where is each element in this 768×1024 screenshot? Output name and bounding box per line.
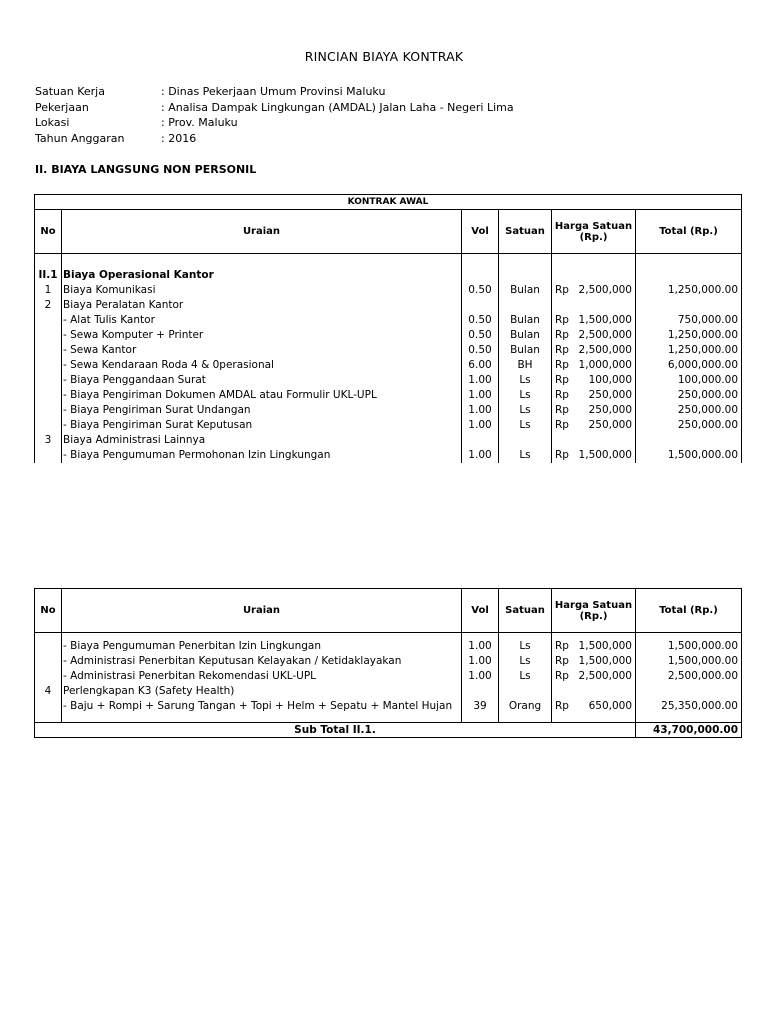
cell-satuan: Bulan — [499, 343, 552, 358]
table-body-page-2 — [35, 633, 742, 723]
cell-uraian: - Biaya Pengumuman Permohonan Izin Lingkungan — [62, 448, 462, 463]
cell-total: 250,000.00 — [636, 388, 742, 403]
currency-label: Rp — [555, 389, 569, 401]
currency-label: Rp — [555, 329, 569, 341]
cell-satuan: BH — [499, 358, 552, 373]
currency-label: Rp — [555, 284, 569, 296]
cell-vol — [462, 298, 499, 313]
info-value: : Dinas Pekerjaan Umum Provinsi Maluku — [161, 85, 386, 98]
table-row — [35, 403, 742, 418]
table-row — [35, 699, 742, 714]
cell-uraian: Biaya Komunikasi — [62, 283, 462, 298]
currency-label: Rp — [555, 655, 569, 667]
cell-total: 6,000,000.00 — [636, 358, 742, 373]
cell-no: 4 — [35, 684, 62, 699]
cell-harga-satuan — [552, 358, 636, 373]
cost-table-page-1 — [34, 194, 742, 463]
cell-uraian: - Baju + Rompi + Sarung Tangan + Topi + Helm + Sepatu + Mantel Hujan — [62, 699, 462, 714]
cell-uraian: Biaya Operasional Kantor — [62, 268, 462, 283]
cell-harga-satuan — [552, 373, 636, 388]
cell-satuan: Ls — [499, 669, 552, 684]
cell-total: 250,000.00 — [636, 418, 742, 433]
cell-total: 1,250,000.00 — [636, 343, 742, 358]
cell-total: 1,250,000.00 — [636, 328, 742, 343]
cell-uraian: - Sewa Kendaraan Roda 4 & 0perasional — [62, 358, 462, 373]
cell-uraian: - Biaya Pengiriman Surat Undangan — [62, 403, 462, 418]
section-title: II. BIAYA LANGSUNG NON PERSONIL — [35, 163, 257, 176]
subtotal-row — [35, 723, 742, 738]
table-row — [35, 313, 742, 328]
table-row — [35, 343, 742, 358]
cell-total — [636, 298, 742, 313]
cell-harga-satuan — [552, 268, 636, 283]
cell-total — [636, 433, 742, 448]
subtotal-value: 43,700,000.00 — [636, 723, 742, 738]
cell-vol: 1.00 — [462, 373, 499, 388]
header-total: Total (Rp.) — [636, 589, 742, 633]
harga-value: 1,500,000 — [578, 449, 632, 461]
table-row — [35, 283, 742, 298]
cell-vol: 0.50 — [462, 283, 499, 298]
harga-value: 1,500,000 — [578, 314, 632, 326]
header-uraian: Uraian — [62, 589, 462, 633]
harga-value: 2,500,000 — [578, 670, 632, 682]
table-row — [35, 373, 742, 388]
cell-harga-satuan — [552, 699, 636, 714]
cell-harga-satuan — [552, 448, 636, 463]
cell-total: 1,500,000.00 — [636, 448, 742, 463]
cell-satuan: Ls — [499, 639, 552, 654]
info-row-tahun-anggaran — [35, 131, 514, 147]
cell-vol: 1.00 — [462, 654, 499, 669]
cell-vol: 1.00 — [462, 403, 499, 418]
cell-satuan — [499, 298, 552, 313]
cell-vol — [462, 684, 499, 699]
cell-satuan: Ls — [499, 418, 552, 433]
cell-no: 2 — [35, 298, 62, 313]
cell-uraian: - Sewa Komputer + Printer — [62, 328, 462, 343]
header-no: No — [35, 210, 62, 254]
info-row-lokasi — [35, 115, 514, 131]
cell-harga-satuan — [552, 418, 636, 433]
cell-no: 3 — [35, 433, 62, 448]
info-label: Satuan Kerja — [35, 85, 105, 98]
cell-satuan — [499, 433, 552, 448]
cell-no — [35, 373, 62, 388]
currency-label: Rp — [555, 419, 569, 431]
info-value: : 2016 — [161, 131, 197, 145]
header-vol: Vol — [462, 210, 499, 254]
cell-satuan — [499, 268, 552, 283]
cell-no — [35, 418, 62, 433]
cell-uraian: - Biaya Pengiriman Surat Keputusan — [62, 418, 462, 433]
table-row — [35, 654, 742, 669]
harga-value: 250,000 — [588, 404, 632, 416]
cell-total: 25,350,000.00 — [636, 699, 742, 714]
table-row — [35, 298, 742, 313]
info-row-satuan-kerja — [35, 84, 514, 100]
cell-satuan: Ls — [499, 403, 552, 418]
table-row — [35, 388, 742, 403]
table-row — [35, 358, 742, 373]
cell-harga-satuan — [552, 283, 636, 298]
table-row — [35, 433, 742, 448]
cell-harga-satuan — [552, 684, 636, 699]
table-row — [35, 328, 742, 343]
cell-harga-satuan — [552, 328, 636, 343]
info-row-pekerjaan — [35, 100, 514, 116]
table-body-page-1 — [35, 254, 742, 464]
currency-label: Rp — [555, 449, 569, 461]
cell-harga-satuan — [552, 388, 636, 403]
cell-total: 1,500,000.00 — [636, 639, 742, 654]
cell-vol: 0.50 — [462, 343, 499, 358]
cell-no — [35, 448, 62, 463]
info-label: Tahun Anggaran — [35, 131, 125, 145]
cell-vol — [462, 268, 499, 283]
cell-harga-satuan — [552, 639, 636, 654]
cell-total: 2,500,000.00 — [636, 669, 742, 684]
cell-total: 1,500,000.00 — [636, 654, 742, 669]
cell-harga-satuan — [552, 669, 636, 684]
project-info — [35, 84, 514, 146]
group-header: KONTRAK AWAL — [35, 195, 742, 210]
harga-value: 250,000 — [588, 419, 632, 431]
cell-vol: 39 — [462, 699, 499, 714]
cell-uraian: Biaya Administrasi Lainnya — [62, 433, 462, 448]
currency-label: Rp — [555, 404, 569, 416]
cell-vol: 1.00 — [462, 639, 499, 654]
cell-uraian: - Alat Tulis Kantor — [62, 313, 462, 328]
harga-value: 100,000 — [588, 374, 632, 386]
cell-no: 1 — [35, 283, 62, 298]
table-row — [35, 448, 742, 463]
cell-no — [35, 328, 62, 343]
harga-value: 1,500,000 — [578, 640, 632, 652]
cell-satuan: Bulan — [499, 283, 552, 298]
cell-no — [35, 403, 62, 418]
header-total: Total (Rp.) — [636, 210, 742, 254]
currency-label: Rp — [555, 359, 569, 371]
cell-harga-satuan — [552, 298, 636, 313]
info-label: Pekerjaan — [35, 100, 89, 114]
cell-no: II.1 — [35, 268, 62, 283]
spacer-row — [35, 254, 742, 269]
cell-total: 100,000.00 — [636, 373, 742, 388]
cell-vol: 0.50 — [462, 328, 499, 343]
cell-total — [636, 684, 742, 699]
cell-total: 1,250,000.00 — [636, 283, 742, 298]
cell-harga-satuan — [552, 343, 636, 358]
harga-value: 1,500,000 — [578, 655, 632, 667]
table-row — [35, 639, 742, 654]
table-row — [35, 669, 742, 684]
subtotal-label: Sub Total II.1. — [35, 723, 636, 738]
cell-harga-satuan — [552, 654, 636, 669]
cell-vol: 0.50 — [462, 313, 499, 328]
harga-value: 250,000 — [588, 389, 632, 401]
cell-no — [35, 699, 62, 714]
cell-satuan: Bulan — [499, 328, 552, 343]
header-satuan: Satuan — [499, 210, 552, 254]
cell-no — [35, 388, 62, 403]
cell-uraian: - Biaya Pengumuman Penerbitan Izin Lingkungan — [62, 639, 462, 654]
currency-label: Rp — [555, 344, 569, 356]
table-row — [35, 418, 742, 433]
harga-value: 2,500,000 — [578, 329, 632, 341]
currency-label: Rp — [555, 374, 569, 386]
header-satuan: Satuan — [499, 589, 552, 633]
cell-uraian: Perlengkapan K3 (Safety Health) — [62, 684, 462, 699]
harga-value: 1,000,000 — [578, 359, 632, 371]
cell-uraian: - Biaya Pengiriman Dokumen AMDAL atau Formulir UKL-UPL — [62, 388, 462, 403]
harga-value: 2,500,000 — [578, 344, 632, 356]
cell-no — [35, 358, 62, 373]
cell-uraian: - Sewa Kantor — [62, 343, 462, 358]
header-vol: Vol — [462, 589, 499, 633]
currency-label: Rp — [555, 314, 569, 326]
header-harga-satuan: Harga Satuan (Rp.) — [552, 210, 636, 254]
cell-satuan — [499, 684, 552, 699]
cell-no — [35, 669, 62, 684]
cell-no — [35, 654, 62, 669]
cell-no — [35, 639, 62, 654]
table-row — [35, 684, 742, 699]
cell-total: 750,000.00 — [636, 313, 742, 328]
header-no: No — [35, 589, 62, 633]
cell-vol — [462, 433, 499, 448]
table-row — [35, 268, 742, 283]
cell-vol: 6.00 — [462, 358, 499, 373]
info-label: Lokasi — [35, 116, 70, 129]
cell-total: 250,000.00 — [636, 403, 742, 418]
cell-no — [35, 313, 62, 328]
info-value: : Analisa Dampak Lingkungan (AMDAL) Jalan Laha - Negeri Lima — [161, 100, 514, 114]
cell-satuan: Ls — [499, 448, 552, 463]
cell-harga-satuan — [552, 403, 636, 418]
cell-vol: 1.00 — [462, 669, 499, 684]
header-harga-satuan: Harga Satuan (Rp.) — [552, 589, 636, 633]
document-title: RINCIAN BIAYA KONTRAK — [304, 49, 464, 64]
cost-table-page-2 — [34, 588, 742, 738]
cell-uraian: - Administrasi Penerbitan Rekomendasi UKL-UPL — [62, 669, 462, 684]
header-uraian: Uraian — [62, 210, 462, 254]
cell-uraian: - Biaya Penggandaan Surat — [62, 373, 462, 388]
cell-harga-satuan — [552, 313, 636, 328]
cell-total — [636, 268, 742, 283]
currency-label: Rp — [555, 640, 569, 652]
cell-uraian: - Administrasi Penerbitan Keputusan Kelayakan / Ketidaklayakan — [62, 654, 462, 669]
cell-satuan: Ls — [499, 654, 552, 669]
cell-satuan: Ls — [499, 373, 552, 388]
cell-vol: 1.00 — [462, 388, 499, 403]
cell-no — [35, 343, 62, 358]
currency-label: Rp — [555, 670, 569, 682]
spacer-row — [35, 714, 742, 723]
cell-vol: 1.00 — [462, 448, 499, 463]
cell-satuan: Bulan — [499, 313, 552, 328]
harga-value: 2,500,000 — [578, 284, 632, 296]
cell-harga-satuan — [552, 433, 636, 448]
cell-satuan: Ls — [499, 388, 552, 403]
cell-uraian: Biaya Peralatan Kantor — [62, 298, 462, 313]
info-value: : Prov. Maluku — [161, 116, 238, 129]
harga-value: 650,000 — [588, 700, 632, 712]
cell-satuan: Orang — [499, 699, 552, 714]
cell-vol: 1.00 — [462, 418, 499, 433]
currency-label: Rp — [555, 700, 569, 712]
